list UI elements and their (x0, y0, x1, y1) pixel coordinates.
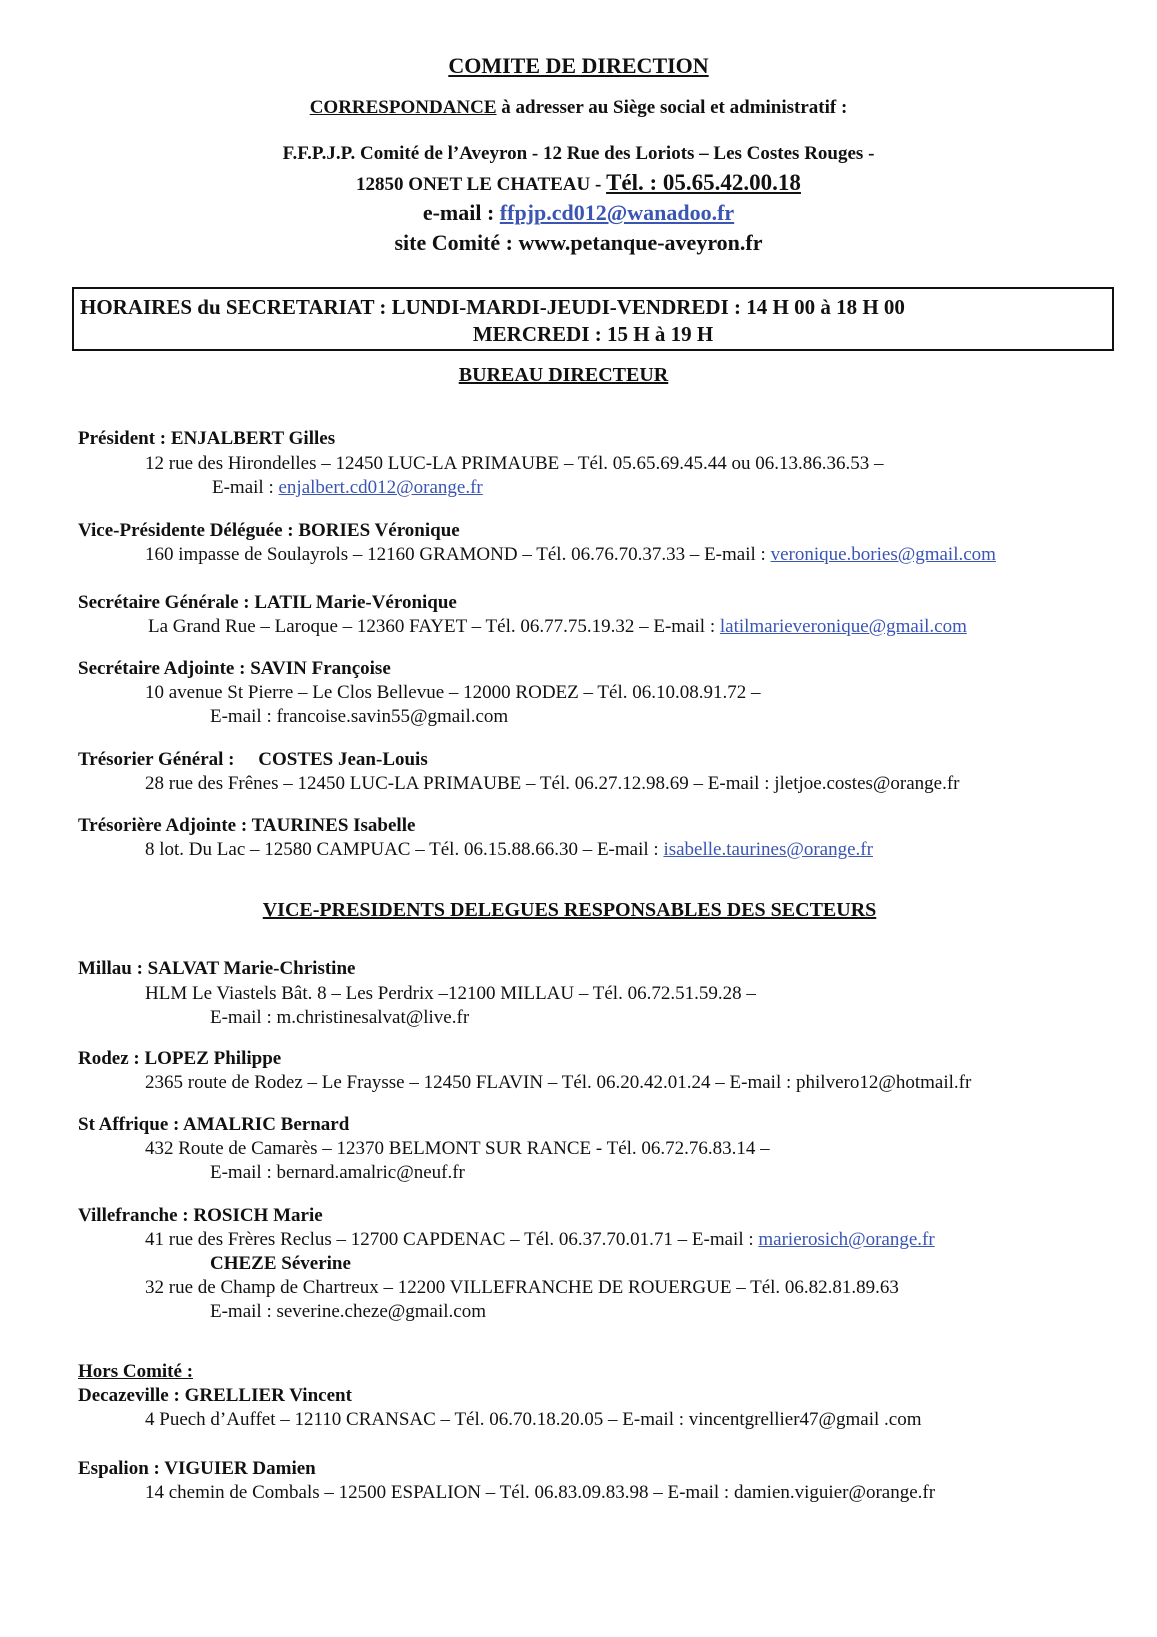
member-title: Espalion : VIGUIER Damien (78, 1458, 316, 1479)
member-email: E-mail : enjalbert.cd012@orange.fr (212, 477, 483, 498)
member-address: 160 impasse de Soulayrols – 12160 GRAMOND – Tél. 06.76.70.37.33 – E-mail : veronique.bories@gmail.com (145, 544, 996, 565)
member-address-2: 32 rue de Champ de Chartreux – 12200 VILLEFRANCHE DE ROUERGUE – Tél. 06.82.81.89.63 (145, 1277, 899, 1298)
member-title: Villefranche : ROSICH Marie (78, 1205, 323, 1226)
correspondance-label: CORRESPONDANCE (309, 97, 497, 118)
member-address: 4 Puech d’Auffet – 12110 CRANSAC – Tél. 06.70.18.20.05 – E-mail : vincentgrellier47@gmail .com (145, 1409, 922, 1430)
member-address: 432 Route de Camarès – 12370 BELMONT SUR RANCE - Tél. 06.72.76.83.14 – (145, 1138, 770, 1159)
member-address: La Grand Rue – Laroque – 12360 FAYET – Tél. 06.77.75.19.32 – E-mail : latilmarieveronique@gmail.com (148, 616, 967, 637)
section-title-bureau: BUREAU DIRECTEUR (458, 364, 669, 386)
member-name-2: CHEZE Séverine (210, 1253, 351, 1274)
hours-line-2: MERCREDI : 15 H à 19 H (472, 322, 714, 346)
member-address: 10 avenue St Pierre – Le Clos Bellevue – 12000 RODEZ – Tél. 06.10.08.91.72 – (145, 682, 761, 703)
member-title: Secrétaire Adjointe : SAVIN Françoise (78, 658, 391, 679)
email-link[interactable]: marierosich@orange.fr (758, 1229, 935, 1250)
member-address: 2365 route de Rodez – Le Fraysse – 12450 FLAVIN – Tél. 06.20.42.01.24 – E-mail : philvero12@hotmail.fr (145, 1072, 972, 1093)
email-label: e-mail : (422, 200, 500, 225)
member-address: HLM Le Viastels Bât. 8 – Les Perdrix –12100 MILLAU – Tél. 06.72.51.59.28 – (145, 983, 756, 1004)
site-line: site Comité : www.petanque-aveyron.fr (394, 230, 763, 255)
member-title: Secrétaire Générale : LATIL Marie-Véronique (78, 592, 457, 613)
section-title-vp: VICE-PRESIDENTS DELEGUES RESPONSABLES DES SECTEURS (262, 899, 877, 921)
email-link[interactable]: latilmarieveronique@gmail.com (719, 616, 967, 637)
member-title: St Affrique : AMALRIC Bernard (78, 1114, 350, 1135)
member-address: 41 rue des Frères Reclus – 12700 CAPDENAC – Tél. 06.37.70.01.71 – E-mail : marierosich@orange.fr (145, 1229, 935, 1250)
member-email-2: E-mail : severine.cheze@gmail.com (210, 1301, 486, 1322)
member-title: Trésorière Adjointe : TAURINES Isabelle (78, 815, 416, 836)
section-title-hors: Hors Comité : (78, 1361, 194, 1382)
member-address: 8 lot. Du Lac – 12580 CAMPUAC – Tél. 06.15.88.66.30 – E-mail : isabelle.taurines@orange.fr (145, 839, 873, 860)
email-link[interactable]: isabelle.taurines@orange.fr (663, 839, 873, 860)
member-email: E-mail : francoise.savin55@gmail.com (210, 706, 509, 727)
member-title: Rodez : LOPEZ Philippe (78, 1048, 282, 1069)
email-link[interactable]: veronique.bories@gmail.com (770, 544, 996, 565)
correspondance-line (0, 97, 1157, 119)
email-line (0, 200, 1157, 226)
address-line-2 (0, 170, 1157, 196)
phone-number: Tél. : 05.65.42.00.18 (606, 170, 801, 195)
hours-line-1: HORAIRES du SECRETARIAT : LUNDI-MARDI-JEUDI-VENDREDI : 14 H 00 à 18 H 00 (80, 295, 905, 319)
address-city: 12850 ONET LE CHATEAU - (356, 174, 607, 195)
email-link[interactable]: enjalbert.cd012@orange.fr (278, 477, 483, 498)
correspondance-text: à adresser au Siège social et administratif : (496, 97, 848, 118)
member-title: Trésorier Général : COSTES Jean-Louis (78, 749, 428, 770)
member-email: E-mail : bernard.amalric@neuf.fr (210, 1162, 465, 1183)
hours-box (72, 287, 1114, 351)
page-title: COMITE DE DIRECTION (448, 53, 709, 78)
member-title: Président : ENJALBERT Gilles (78, 428, 336, 449)
member-title: Decazeville : GRELLIER Vincent (78, 1385, 352, 1406)
member-address: 14 chemin de Combals – 12500 ESPALION – Tél. 06.83.09.83.98 – E-mail : damien.viguier@orange.fr (145, 1482, 936, 1503)
member-title: Vice-Présidente Déléguée : BORIES Véronique (78, 520, 460, 541)
member-title: Millau : SALVAT Marie-Christine (78, 958, 356, 979)
email-link[interactable]: ffpjp.cd012@wanadoo.fr (499, 200, 735, 225)
member-address: 12 rue des Hirondelles – 12450 LUC-LA PRIMAUBE – Tél. 05.65.69.45.44 ou 06.13.86.36.53 – (145, 453, 884, 474)
address-line-1: F.F.P.J.P. Comité de l’Aveyron - 12 Rue des Loriots – Les Costes Rouges - (282, 143, 875, 164)
member-email: E-mail : m.christinesalvat@live.fr (210, 1007, 470, 1028)
member-address: 28 rue des Frênes – 12450 LUC-LA PRIMAUBE – Tél. 06.27.12.98.69 – E-mail : jletjoe.costes@orange.fr (145, 773, 960, 794)
